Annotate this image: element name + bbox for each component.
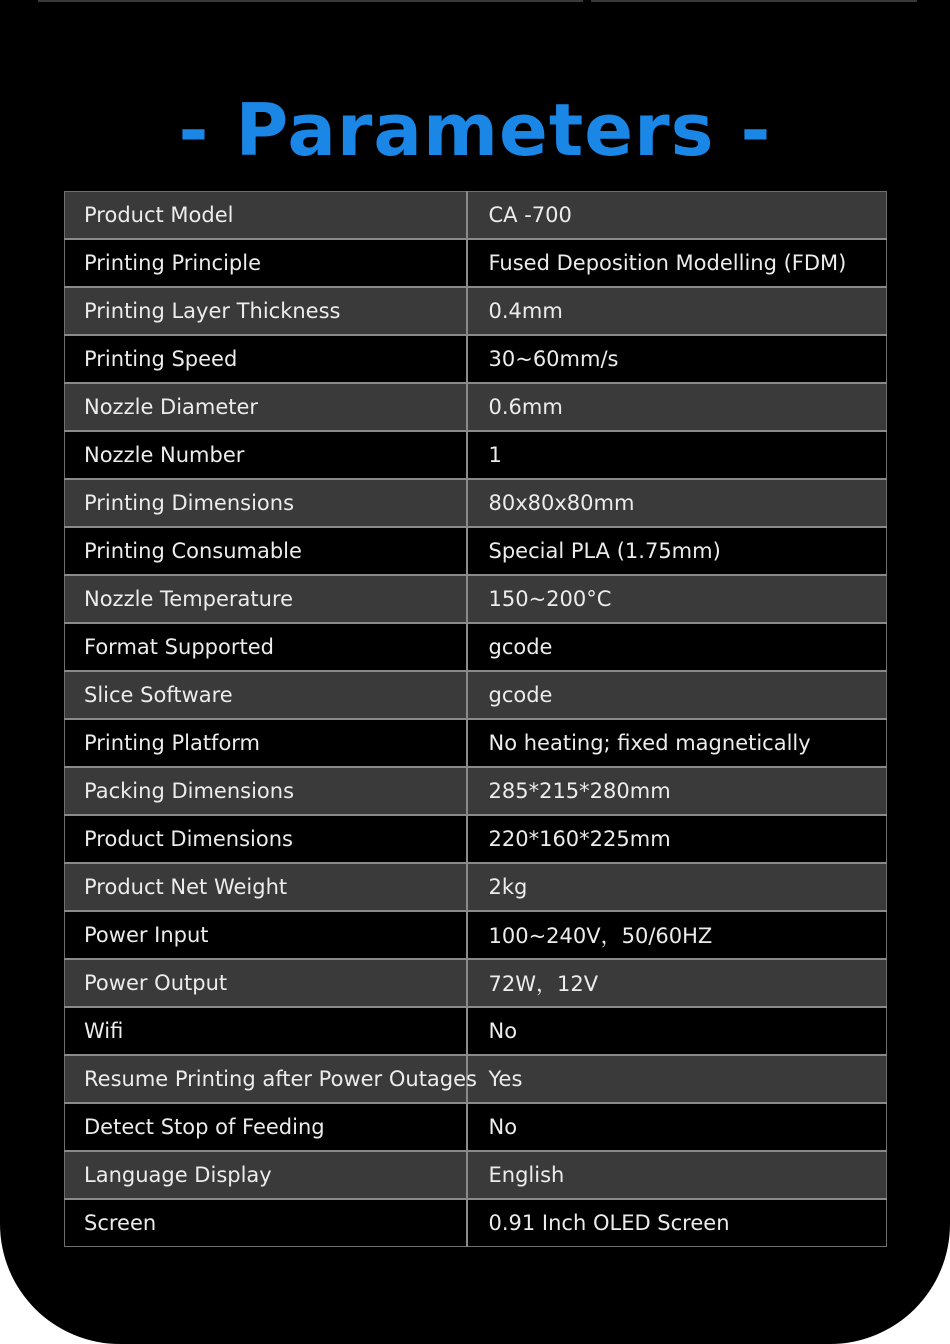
spec-row-wifi — [65, 1007, 887, 1055]
spec-label: Nozzle Temperature — [65, 575, 467, 623]
spec-value: Special PLA (1.75mm) — [467, 527, 887, 575]
spec-row-nozzle-diameter — [65, 383, 887, 431]
spec-value: Fused Deposition Modelling (FDM) — [467, 239, 887, 287]
spec-label: Power Output — [65, 959, 467, 1007]
spec-value: No — [467, 1103, 887, 1151]
spec-row-printing-consumable — [65, 527, 887, 575]
spec-value: 150~200°C — [467, 575, 887, 623]
spec-value: English — [467, 1151, 887, 1199]
spec-label: Product Model — [65, 192, 467, 240]
spec-label: Printing Layer Thickness — [65, 287, 467, 335]
spec-value: No — [467, 1007, 887, 1055]
spec-label: Language Display — [65, 1151, 467, 1199]
spec-row-format-supported — [65, 623, 887, 671]
spec-value: 1 — [467, 431, 887, 479]
spec-row-printing-principle — [65, 239, 887, 287]
spec-row-packing-dimensions — [65, 767, 887, 815]
spec-label: Packing Dimensions — [65, 767, 467, 815]
spec-value: 2kg — [467, 863, 887, 911]
spec-label: Detect Stop of Feeding — [65, 1103, 467, 1151]
spec-value: 0.91 Inch OLED Screen — [467, 1199, 887, 1247]
spec-label: Format Supported — [65, 623, 467, 671]
spec-row-printing-platform — [65, 719, 887, 767]
spec-row-resume-printing — [65, 1055, 887, 1103]
spec-label: Product Net Weight — [65, 863, 467, 911]
spec-row-product-dimensions — [65, 815, 887, 863]
spec-value: 80x80x80mm — [467, 479, 887, 527]
spec-label: Resume Printing after Power Outages — [65, 1055, 467, 1103]
spec-row-nozzle-temperature — [65, 575, 887, 623]
spec-label: Power Input — [65, 911, 467, 959]
spec-value: 220*160*225mm — [467, 815, 887, 863]
spec-label: Printing Principle — [65, 239, 467, 287]
spec-value: 100~240V，50/60HZ — [467, 911, 887, 959]
spec-row-screen — [65, 1199, 887, 1247]
spec-value: gcode — [467, 623, 887, 671]
spec-row-nozzle-number — [65, 431, 887, 479]
spec-row-printing-speed — [65, 335, 887, 383]
spec-label: Printing Dimensions — [65, 479, 467, 527]
spec-value: 72W，12V — [467, 959, 887, 1007]
spec-row-power-input — [65, 911, 887, 959]
spec-row-detect-stop-feeding — [65, 1103, 887, 1151]
spec-row-slice-software — [65, 671, 887, 719]
spec-label: Product Dimensions — [65, 815, 467, 863]
top-divider-right — [591, 0, 917, 2]
spec-row-power-output — [65, 959, 887, 1007]
top-divider-left — [38, 0, 583, 2]
spec-value: 0.6mm — [467, 383, 887, 431]
spec-value: CA -700 — [467, 192, 887, 240]
spec-label: Slice Software — [65, 671, 467, 719]
spec-label: Printing Platform — [65, 719, 467, 767]
spec-value: 30~60mm/s — [467, 335, 887, 383]
spec-label: Nozzle Number — [65, 431, 467, 479]
spec-label: Printing Consumable — [65, 527, 467, 575]
spec-label: Printing Speed — [65, 335, 467, 383]
spec-value: 285*215*280mm — [467, 767, 887, 815]
spec-row-net-weight — [65, 863, 887, 911]
spec-label: Nozzle Diameter — [65, 383, 467, 431]
page-title: - Parameters - — [178, 88, 772, 172]
spec-row-language-display — [65, 1151, 887, 1199]
spec-value: No heating; fixed magnetically — [467, 719, 887, 767]
spec-value: 0.4mm — [467, 287, 887, 335]
spec-label: Wifi — [65, 1007, 467, 1055]
spec-value: gcode — [467, 671, 887, 719]
parameters-table — [64, 191, 887, 1247]
spec-row-layer-thickness — [65, 287, 887, 335]
spec-row-printing-dimensions — [65, 479, 887, 527]
spec-value: Yes — [467, 1055, 887, 1103]
spec-label: Screen — [65, 1199, 467, 1247]
spec-row-product-model — [65, 192, 887, 240]
